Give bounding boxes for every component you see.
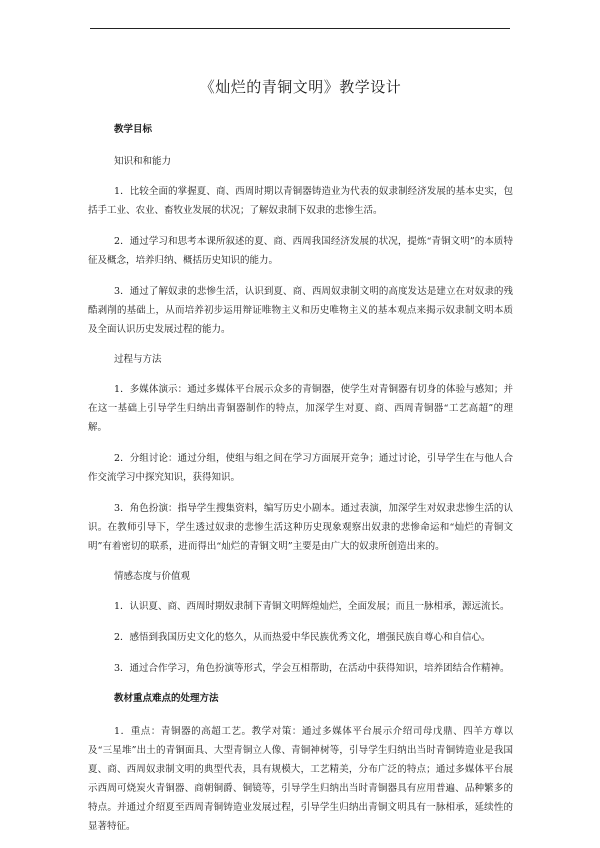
paragraph: 3．通过了解奴隶的悲惨生活，认识到夏、商、西周奴隶制文明的高度发达是建立在对奴隶的残酷剥削的基础上，从而培养初步运用辩证唯物主义和历史唯物主义的基本观点来揭示奴隶制文明本质及全面认识历史发展过程的能力。 xyxy=(88,286,513,335)
paragraph: 2．感悟到我国历史文化的悠久，从而热爱中华民族优秀文化，增强民族自尊心和自信心。 xyxy=(114,632,491,643)
header-rule xyxy=(90,28,510,29)
section-heading-teaching-goals: 教学目标 xyxy=(114,124,153,135)
section-heading-key-points: 教材重点难点的处理方法 xyxy=(114,693,219,704)
paragraph: 1．多媒体演示：通过多媒体平台展示众多的青铜器，使学生对青铜器有切身的体验与感知；并在这一基础上引导学生归纳出青铜器制作的特点，加深学生对夏、商、西周青铜器“工艺高超”的理解。 xyxy=(88,384,513,433)
paragraph: 3．角色扮演：指导学生搜集资料，编写历史小剧本。通过表演，加深学生对奴隶悲惨生活的认识。在教师引导下，学生透过奴隶的悲惨生活这种历史现象观察出奴隶的悲惨命运和“灿烂的青铜文明”有着密切的联系，进而得出“灿烂的青铜文明”主要是由广大的奴隶所创造出来的。 xyxy=(88,503,513,552)
paragraph: 1．重点：青铜器的高超工艺。教学对策：通过多媒体平台展示介绍司母戊鼎、四羊方尊以及“三星堆”出土的青铜面具、大型青铜立人像、青铜神树等，引导学生归纳出当时青铜铸造业是我国夏、商、西周奴隶制文明的典型代表，具有规模大，工艺精美，分布广泛的特点；通过多媒体平台展示西周可烧炭火青铜器、商朝铜爵、铜镜等，引导学生归纳出当时青铜器具有应用普遍、品种繁多的特点。并通过介绍夏至西周青铜铸造业发展过程，引导学生归纳出青铜文明具有一脉相承，延续性的显著特征。 xyxy=(88,726,513,832)
section-heading-knowledge: 知识和和能力 xyxy=(114,156,172,167)
document-title: 《灿烂的青铜文明》教学设计 xyxy=(199,78,402,96)
document-page xyxy=(88,76,513,848)
section-heading-process: 过程与方法 xyxy=(114,354,162,365)
section-heading-values: 情感态度与价值观 xyxy=(114,571,191,582)
paragraph: 2．通过学习和思考本课所叙述的夏、商、西周我国经济发展的状况，提炼“青铜文明”的本质特征及概念，培养归纳、概括历史知识的能力。 xyxy=(88,236,513,266)
paragraph: 2．分组讨论：通过分组，使组与组之间在学习方面展开竞争；通过讨论，引导学生在与他人合作交流学习中探究知识，获得知识。 xyxy=(88,453,513,483)
paragraph: 1．比较全面的掌握夏、商、西周时期以青铜器铸造业为代表的奴隶制经济发展的基本史实，包括手工业、农业、畜牧业发展的状况；了解奴隶制下奴隶的悲惨生活。 xyxy=(88,186,513,216)
paragraph: 1．认识夏、商、西周时期奴隶制下青铜文明辉煌灿烂，全面发展；而且一脉相承，源远流长。 xyxy=(114,601,510,612)
paragraph: 3．通过合作学习，角色扮演等形式，学会互相帮助，在活动中获得知识，培养团结合作精神。 xyxy=(114,663,510,674)
